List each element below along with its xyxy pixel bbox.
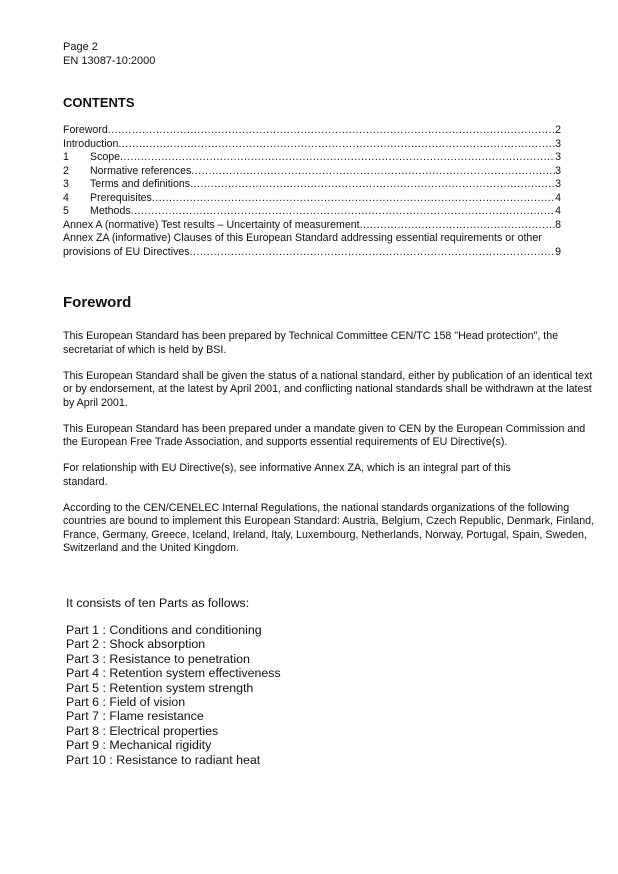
dot-leader — [131, 205, 555, 219]
table-of-contents — [63, 124, 561, 259]
toc-entry-annex-za[interactable] — [63, 232, 561, 259]
toc-entry[interactable] — [63, 165, 561, 179]
page-number: Page 2 — [63, 41, 98, 53]
toc-entry-page: 4 — [555, 191, 561, 204]
toc-entry[interactable] — [63, 219, 561, 233]
list-item: Part 7 : Flame resistance — [66, 709, 204, 724]
toc-entry-page: 3 — [555, 137, 561, 150]
toc-entry-page: 3 — [555, 164, 561, 177]
toc-entry-number: 3 — [63, 178, 69, 190]
toc-entry-title: Methods — [90, 205, 131, 217]
list-item: Part 4 : Retention system effectiveness — [66, 666, 281, 681]
toc-entry-page: 4 — [555, 205, 561, 217]
toc-entry-page: 3 — [555, 151, 561, 163]
contents-heading: CONTENTS — [63, 95, 135, 110]
toc-entry-title: Annex A (normative) Test results – Uncertainty of measurement — [63, 218, 360, 231]
toc-entry-title: Annex ZA (informative) Clauses of this European Standard addressing essential requirements or other — [63, 232, 542, 244]
paragraph: This European Standard has been prepared by Technical Committee CEN/TC 158 "Head protection", the secretariat of which is held by BSI. — [63, 330, 559, 356]
toc-entry[interactable] — [63, 151, 561, 165]
paragraph: According to the CEN/CENELEC Internal Regulations, the national standards organizations of the following countries are bound to implement this European Standard: Austria, Belgium, Czech Republic, Denmark, Finland, France, Germany, Greece, Iceland, Ireland, Italy, Luxembourg, Netherlands, Norway, Portugal, Spain, Sweden, Switzerland and the United Kingdom. — [63, 501, 595, 554]
dot-leader — [191, 165, 555, 179]
list-item: Part 1 : Conditions and conditioning — [66, 623, 262, 637]
dot-leader — [190, 246, 556, 260]
foreword-body — [63, 330, 603, 568]
toc-entry[interactable] — [63, 192, 561, 206]
paragraph: For relationship with EU Directive(s), see informative Annex ZA, which is an integral part of this standard. — [63, 462, 511, 488]
toc-entry[interactable] — [63, 205, 561, 219]
toc-entry-title: Introduction — [63, 137, 119, 150]
toc-entry-number: 4 — [63, 191, 69, 204]
toc-entry-title: Scope — [90, 151, 121, 163]
toc-entry-page: 9 — [555, 245, 561, 258]
toc-entry-title: Terms and definitions — [90, 178, 191, 190]
list-item: Part 6 : Field of vision — [66, 695, 186, 710]
dot-leader — [152, 192, 555, 206]
paragraph: This European Standard shall be given the status of a national standard, either by publication of an identical text or by endorsement, at the latest by April 2001, and conflicting national standards shall be withdrawn at the latest by April 2001. — [63, 369, 593, 409]
parts-list — [66, 623, 281, 767]
document-id: EN 13087-10:2000 — [63, 55, 156, 67]
toc-entry-page: 8 — [555, 218, 561, 231]
toc-entry-number: 2 — [63, 164, 69, 177]
parts-intro: It consists of ten Parts as follows: — [66, 596, 250, 610]
dot-leader — [120, 151, 555, 165]
toc-entry[interactable] — [63, 138, 561, 152]
toc-entry-title: Prerequisites — [90, 191, 152, 204]
toc-entry-page: 3 — [555, 178, 561, 190]
toc-entry[interactable] — [63, 178, 561, 192]
paragraph: This European Standard has been prepared under a mandate given to CEN by the European Commission and the European Free Trade Association, and supports essential requirements of EU Directive(s). — [63, 422, 586, 448]
list-item: Part 10 : Resistance to radiant heat — [66, 752, 261, 767]
list-item: Part 9 : Mechanical rigidity — [66, 738, 212, 753]
page-header — [63, 40, 155, 68]
toc-entry-title: Normative references — [90, 164, 192, 177]
list-item: Part 8 : Electrical properties — [66, 723, 219, 738]
list-item: Part 3 : Resistance to penetration — [66, 651, 250, 666]
dot-leader — [118, 138, 555, 152]
list-item: Part 2 : Shock absorption — [66, 637, 206, 652]
toc-entry-title: Foreword — [63, 124, 108, 136]
dot-leader — [190, 178, 555, 192]
toc-entry-number: 5 — [63, 205, 69, 217]
dot-leader — [108, 124, 555, 138]
toc-entry-number: 1 — [63, 151, 69, 163]
toc-entry[interactable] — [63, 124, 561, 138]
toc-entry-title: provisions of EU Directives — [63, 245, 190, 258]
foreword-heading: Foreword — [63, 294, 132, 311]
list-item: Part 5 : Retention system strength — [66, 680, 254, 695]
dot-leader — [360, 219, 556, 233]
toc-entry-page: 2 — [555, 124, 561, 136]
